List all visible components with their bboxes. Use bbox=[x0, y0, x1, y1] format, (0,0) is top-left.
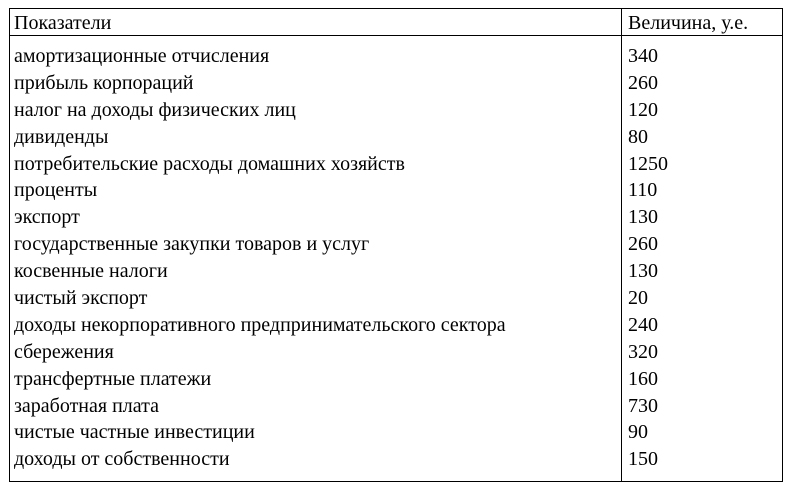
row-indicator-name: доходы от собственности bbox=[14, 448, 230, 471]
table-row bbox=[10, 177, 782, 204]
header-indicators: Показатели bbox=[14, 12, 112, 34]
row-indicator-name: косвенные налоги bbox=[14, 260, 168, 283]
table-row bbox=[10, 339, 782, 366]
table-row bbox=[10, 446, 782, 473]
row-indicator-name: сбережения bbox=[14, 340, 114, 363]
row-indicator-name: прибыль корпораций bbox=[14, 71, 194, 94]
row-indicator-value: 130 bbox=[628, 260, 658, 283]
row-indicator-value: 90 bbox=[628, 421, 648, 444]
table-row bbox=[10, 285, 782, 312]
table-row bbox=[10, 70, 782, 97]
row-indicator-value: 340 bbox=[628, 45, 658, 67]
table-row bbox=[10, 366, 782, 393]
table-row bbox=[10, 151, 782, 178]
row-indicator-value: 730 bbox=[628, 394, 658, 417]
row-indicator-name: трансфертные платежи bbox=[14, 367, 212, 390]
row-indicator-name: налог на доходы физических лиц bbox=[14, 98, 296, 121]
table-row bbox=[10, 393, 782, 420]
row-indicator-value: 110 bbox=[628, 179, 658, 202]
table-row bbox=[10, 97, 782, 124]
row-indicator-name: чистый экспорт bbox=[14, 287, 148, 310]
table-row bbox=[10, 258, 782, 285]
row-indicator-value: 130 bbox=[628, 206, 658, 229]
table-row bbox=[10, 204, 782, 231]
table-row bbox=[10, 124, 782, 151]
row-indicator-name: потребительские расходы домашних хозяйств bbox=[14, 152, 405, 175]
row-indicator-name: дивиденды bbox=[14, 125, 109, 148]
row-indicator-name: амортизационные отчисления bbox=[14, 45, 270, 67]
row-indicator-value: 80 bbox=[628, 125, 648, 148]
table-row bbox=[10, 43, 782, 70]
table-body bbox=[10, 43, 782, 473]
row-indicator-value: 1250 bbox=[628, 152, 668, 175]
indicators-table bbox=[9, 8, 783, 482]
row-indicator-name: проценты bbox=[14, 179, 98, 202]
row-indicator-value: 240 bbox=[628, 313, 658, 336]
row-indicator-name: экспорт bbox=[14, 206, 80, 229]
table-row bbox=[10, 231, 782, 258]
row-indicator-value: 120 bbox=[628, 98, 658, 121]
row-indicator-value: 260 bbox=[628, 71, 658, 94]
table-row bbox=[10, 419, 782, 446]
header-value: Величина, у.е. bbox=[628, 12, 749, 34]
row-indicator-value: 160 bbox=[628, 367, 658, 390]
row-indicator-name: чистые частные инвестиции bbox=[14, 421, 255, 444]
row-indicator-name: заработная плата bbox=[14, 394, 159, 417]
table-header bbox=[10, 9, 782, 36]
row-indicator-value: 260 bbox=[628, 233, 658, 256]
table-row bbox=[10, 312, 782, 339]
row-indicator-value: 150 bbox=[628, 448, 658, 471]
row-indicator-name: государственные закупки товаров и услуг bbox=[14, 233, 370, 256]
row-indicator-value: 320 bbox=[628, 340, 658, 363]
row-indicator-value: 20 bbox=[628, 287, 648, 310]
row-indicator-name: доходы некорпоративного предпринимательского сектора bbox=[14, 313, 506, 336]
